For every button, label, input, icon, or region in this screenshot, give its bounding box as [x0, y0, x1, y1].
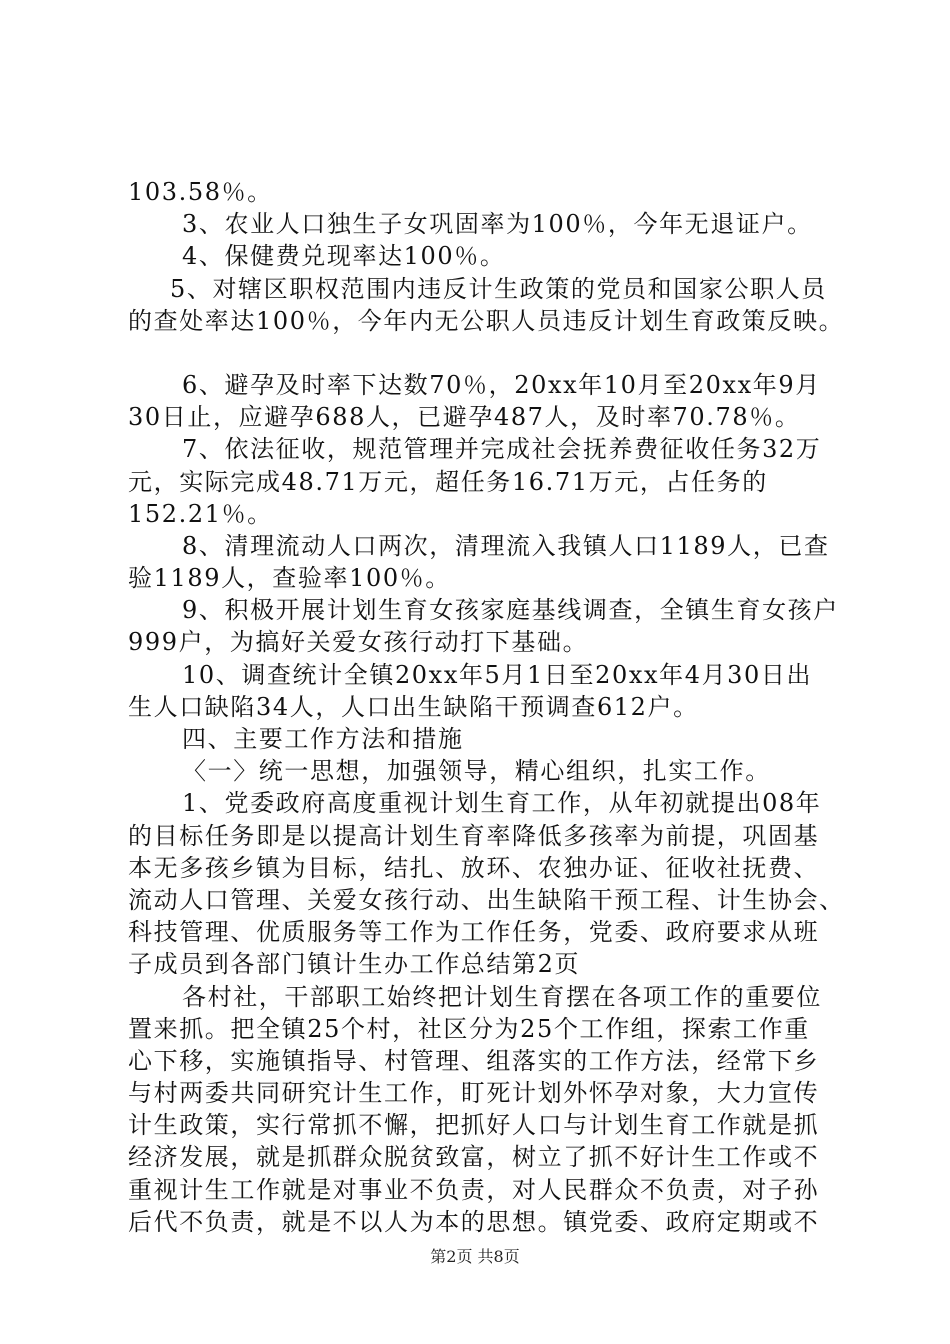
text-line: 的查处率达100％，今年内无公职人员违反计划生育政策反映。 — [128, 306, 845, 335]
text-line: 7、依法征收，规范管理并完成社会抚养费征收任务32万 — [182, 435, 822, 464]
text-line: 生人口缺陷34人，人口出生缺陷干预调查612户。 — [128, 692, 699, 721]
text-line: 心下移，实施镇指导、村管理、组落实的工作方法，经常下乡 — [128, 1046, 820, 1075]
text-line: 后代不负责，就是不以人为本的思想。镇党委、政府定期或不 — [128, 1207, 820, 1236]
text-line: 流动人口管理、关爱女孩行动、出生缺陷干预工程、计生协会、 — [128, 885, 845, 914]
document-body — [128, 176, 848, 1238]
text-line: 与村两委共同研究计生工作，盯死计划外怀孕对象，大力宣传 — [128, 1079, 820, 1108]
text-line: 子成员到各部门镇计生办工作总结第2页 — [128, 950, 581, 979]
text-line: 5、对辖区职权范围内违反计生政策的党员和国家公职人员 — [170, 274, 827, 303]
text-line: 152.21％。 — [128, 499, 273, 528]
page-footer: 第2页 共8页 — [430, 1247, 520, 1266]
text-line: 103.58％。 — [128, 178, 273, 206]
text-line: 本无多孩乡镇为目标，结扎、放环、农独办证、征收社抚费、 — [128, 853, 820, 882]
text-line: 6、避孕及时率下达数70％，20xx年10月至20xx年9月 — [182, 370, 821, 399]
text-line: 999户，为搞好关爱女孩行动打下基础。 — [128, 628, 589, 657]
text-line: 的目标任务即是以提高计划生育率降低多孩率为前提，巩固基 — [128, 821, 820, 850]
text-line: 重视计生工作就是对事业不负责，对人民群众不负责，对子孙 — [128, 1175, 820, 1204]
text-line: 验1189人，查验率100％。 — [128, 564, 451, 593]
text-line: 1、党委政府高度重视计划生育工作，从年初就提出08年 — [182, 789, 822, 818]
text-line: 计生政策，实行常抓不懈，把抓好人口与计划生育工作就是抓 — [128, 1111, 820, 1140]
text-line: 10、调查统计全镇20xx年5月1日至20xx年4月30日出 — [182, 660, 813, 689]
text-line: 30日止，应避孕688人，已避孕487人，及时率70.78％。 — [128, 403, 801, 432]
text-line: 4、保健费兑现率达100％。 — [182, 242, 506, 271]
text-line: 3、农业人口独生子女巩固率为100％，今年无退证户。 — [182, 210, 813, 239]
text-line: 元，实际完成48.71万元，超任务16.71万元，占任务的 — [128, 467, 768, 496]
text-line: 经济发展，就是抓群众脱贫致富，树立了抓不好计生工作或不 — [128, 1143, 820, 1172]
text-line: 各村社，干部职工始终把计划生育摆在各项工作的重要位 — [182, 982, 822, 1011]
text-line: 9、积极开展计划生育女孩家庭基线调查，全镇生育女孩户 — [182, 596, 839, 625]
text-line: 8、清理流动人口两次，清理流入我镇人口1189人，已查 — [182, 531, 830, 560]
text-line: 置来抓。把全镇25个村，社区分为25个工作组，探索工作重 — [128, 1014, 810, 1043]
text-line: 科技管理、优质服务等工作为工作任务，党委、政府要求从班 — [128, 918, 820, 947]
section-heading: 四、主要工作方法和措施 — [182, 725, 464, 753]
paragraph-gap — [128, 337, 848, 369]
subsection-heading: 〈一〉统一思想，加强领导，精心组织，扎实工作。 — [182, 757, 771, 786]
